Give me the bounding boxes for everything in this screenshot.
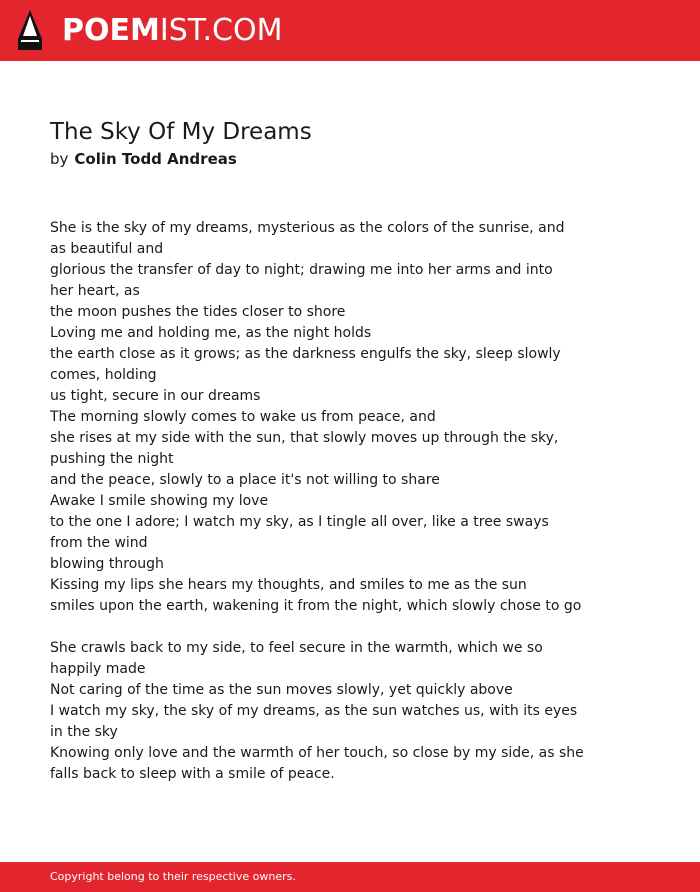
logo-light-text: IST.COM (159, 13, 283, 48)
copyright-text: Copyright belong to their respective owners. (50, 870, 296, 883)
poem-line: Awake I smile showing my love (50, 493, 269, 509)
poem-line: she rises at my side with the sun, that slowly moves up through the sky, (50, 430, 559, 446)
site-logo[interactable] (62, 13, 282, 49)
poem-line: Not caring of the time as the sun moves slowly, yet quickly above (50, 682, 513, 698)
poem-line: as beautiful and (50, 241, 164, 257)
poem-line: happily made (50, 661, 146, 677)
byline (50, 149, 237, 169)
poem-line: Loving me and holding me, as the night holds (50, 325, 372, 341)
poem-line: Knowing only love and the warmth of her touch, so close by my side, as she (50, 745, 584, 761)
poem-body (50, 218, 584, 785)
poem-line: comes, holding (50, 367, 157, 383)
poem-line: falls back to sleep with a smile of peace. (50, 766, 335, 782)
poem-line: and the peace, slowly to a place it's not willing to share (50, 472, 440, 488)
poem-line: her heart, as (50, 283, 140, 299)
poem-line: the earth close as it grows; as the darkness engulfs the sky, sleep slowly (50, 346, 561, 362)
poem-line: Kissing my lips she hears my thoughts, and smiles to me as the sun (50, 577, 527, 593)
poem-line: to the one I adore; I watch my sky, as I tingle all over, like a tree sways (50, 514, 549, 530)
header-bar (0, 0, 700, 61)
author-name[interactable]: Colin Todd Andreas (74, 150, 237, 168)
pencil-tip-icon (17, 9, 43, 51)
poem-line: in the sky (50, 724, 118, 740)
poem-line: pushing the night (50, 451, 174, 467)
poem-line: The morning slowly comes to wake us from peace, and (50, 409, 436, 425)
by-label: by (50, 150, 69, 168)
poem-line: She crawls back to my side, to feel secure in the warmth, which we so (50, 640, 543, 656)
footer-bar (0, 862, 700, 892)
poem-line: smiles upon the earth, wakening it from the night, which slowly chose to go (50, 598, 582, 614)
poem-line: blowing through (50, 556, 164, 572)
poem-line: the moon pushes the tides closer to shore (50, 304, 346, 320)
stanza-break (50, 617, 580, 638)
poem-line: from the wind (50, 535, 148, 551)
poem-line: glorious the transfer of day to night; drawing me into her arms and into (50, 262, 553, 278)
logo-bold-text: POEM (62, 13, 160, 48)
poem-title: The Sky Of My Dreams (50, 119, 312, 145)
poem-line: us tight, secure in our dreams (50, 388, 261, 404)
poem-line: She is the sky of my dreams, mysterious as the colors of the sunrise, and (50, 220, 565, 236)
poem-line: I watch my sky, the sky of my dreams, as the sun watches us, with its eyes (50, 703, 578, 719)
